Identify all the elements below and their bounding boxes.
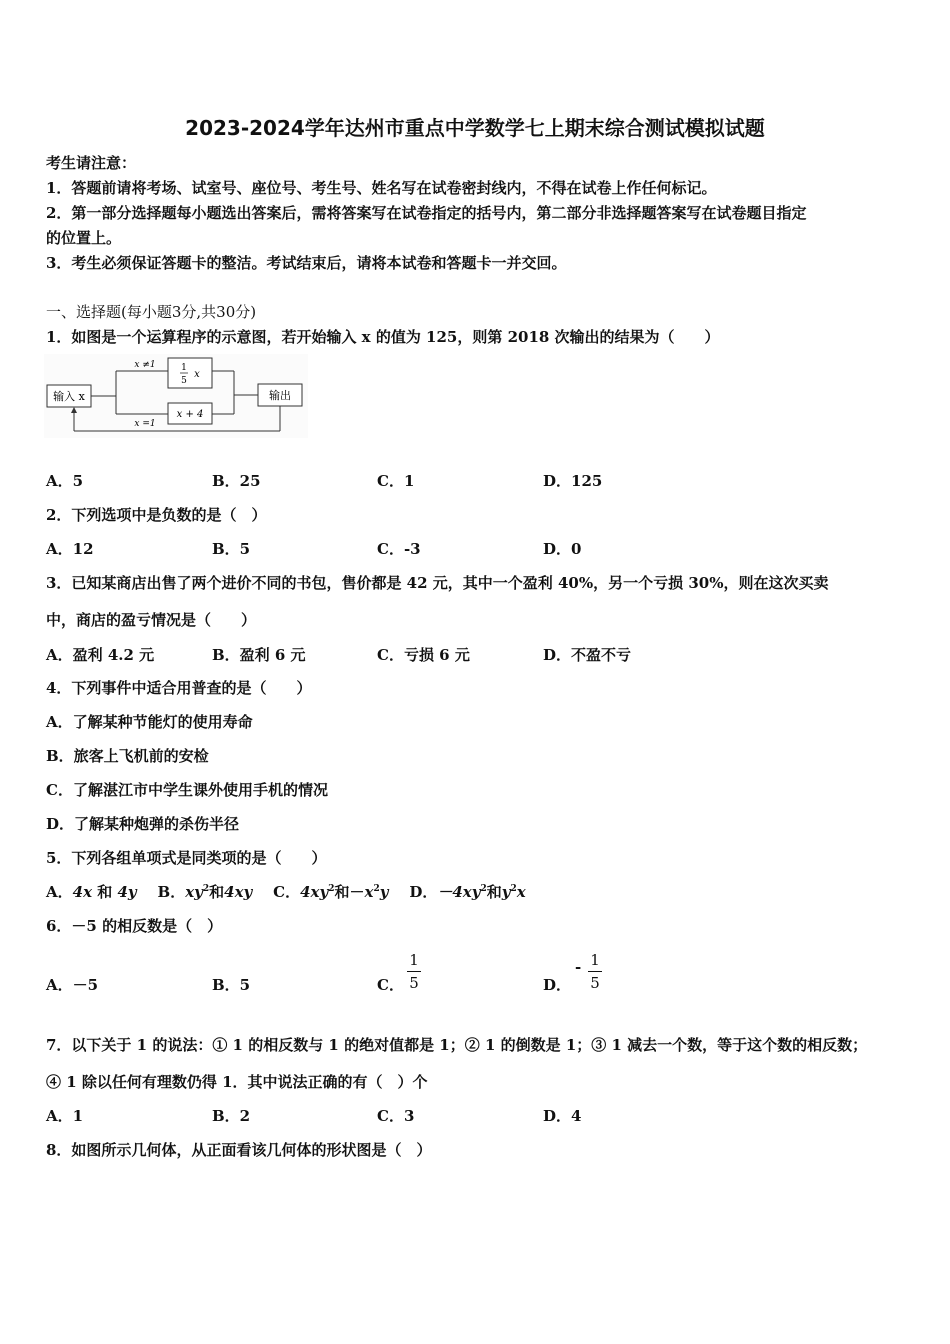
- notice-item-2: 2．第一部分选择题每小题选出答案后，需将答案写在试卷指定的括号内，第二部分非选择题答案写在试卷题目指定: [46, 204, 807, 222]
- question-5-stem: 5．下列各组单项式是同类项的是（ ）: [46, 849, 327, 867]
- q6-option-d[interactable]: D．: [543, 976, 572, 994]
- q7-option-b[interactable]: B．2: [212, 1107, 251, 1125]
- flowchart-output-label: 输出: [269, 389, 291, 402]
- flowchart-divide-box: [168, 358, 212, 388]
- q4-option-a[interactable]: A．了解某种节能灯的使用寿命: [46, 713, 253, 731]
- q2-option-d[interactable]: D．0: [543, 540, 582, 558]
- q4-option-c[interactable]: C．了解湛江市中学生课外使用手机的情况: [46, 781, 328, 799]
- q3-option-c[interactable]: C．亏损 6 元: [377, 646, 470, 664]
- notice-item-1: 1．答题前请将考场、试室号、座位号、考生号、姓名写在试卷密封线内，不得在试卷上作任何标记。: [46, 179, 717, 197]
- question-1-stem: 1．如图是一个运算程序的示意图，若开始输入 x 的值为 125，则第 2018 次输出的结果为（ ）: [46, 328, 720, 346]
- q5-option-b[interactable]: B．$xy^2$和4xy: [157, 883, 253, 901]
- flowchart-input-label: 输入 x: [53, 390, 85, 403]
- q1-option-c[interactable]: C．1: [377, 472, 415, 490]
- q6-option-b[interactable]: B．5: [212, 976, 251, 994]
- q1-option-b[interactable]: B．25: [212, 472, 261, 490]
- notice-item-2-cont: 的位置上。: [46, 229, 122, 247]
- question-8-stem: 8．如图所示几何体，从正面看该几何体的形状图是（ ）: [46, 1141, 432, 1159]
- notice-item-3: 3．考生必须保证答题卡的整洁。考试结束后，请将本试卷和答题卡一并交回。: [46, 254, 567, 272]
- flowchart-cond-bottom: x =1: [134, 419, 156, 429]
- q5-option-d[interactable]: D．$-4xy^2$和$y^2x$: [409, 883, 526, 901]
- svg-text:1: 1: [181, 363, 187, 373]
- page-title: 2023-2024学年达州市重点中学数学七上期末综合测试模拟试题: [185, 116, 765, 140]
- q6-option-c-fraction: 1 5: [407, 951, 421, 992]
- q7-option-c[interactable]: C．3: [377, 1107, 415, 1125]
- q1-option-d[interactable]: D．125: [543, 472, 603, 490]
- svg-text:x + 4: x + 4: [176, 409, 204, 420]
- q5-options-row: [46, 881, 526, 902]
- question-6-stem: 6．－5 的相反数是（ ）: [46, 917, 223, 935]
- question-7-stem-line1: 7．以下关于 1 的说法：① 1 的相反数与 1 的绝对值都是 1；② 1 的倒数是 1；③ 1 减去一个数，等于这个数的相反数；: [46, 1036, 868, 1054]
- q2-option-b[interactable]: B．5: [212, 540, 251, 558]
- question-7-stem-line2: ④ 1 除以任何有理数仍得 1．其中说法正确的有（ ）个: [46, 1073, 428, 1091]
- q6-option-c[interactable]: C．: [377, 976, 404, 994]
- q3-option-d[interactable]: D．不盈不亏: [543, 646, 632, 664]
- q7-option-a[interactable]: A．1: [46, 1107, 84, 1125]
- svg-text:x: x: [194, 369, 200, 380]
- q7-option-d[interactable]: D．4: [543, 1107, 582, 1125]
- flowchart-diagram: [44, 354, 308, 438]
- question-4-stem: 4．下列事件中适合用普查的是（ ）: [46, 679, 312, 697]
- question-2-stem: 2．下列选项中是负数的是（ ）: [46, 506, 267, 524]
- question-3-stem-line2: 中，商店的盈亏情况是（ ）: [46, 611, 257, 629]
- q2-option-a[interactable]: A．12: [46, 540, 94, 558]
- question-3-stem-line1: 3．已知某商店出售了两个进价不同的书包，售价都是 42 元，其中一个盈利 40%，另一个亏损 30%，则在这次买卖: [46, 574, 829, 592]
- q4-option-b[interactable]: B．旅客上飞机前的安检: [46, 747, 209, 765]
- q1-option-a[interactable]: A．5: [46, 472, 84, 490]
- q5-option-a[interactable]: A．4x 和 4y: [46, 883, 137, 901]
- flowchart-cond-top: x ≠1: [134, 360, 156, 370]
- q3-option-b[interactable]: B．盈利 6 元: [212, 646, 306, 664]
- q2-option-c[interactable]: C．-3: [377, 540, 421, 558]
- section-heading: 一、选择题(每小题3分,共30分): [46, 303, 257, 321]
- q5-option-c[interactable]: C．$4xy^2$和$-x^2y$: [273, 883, 389, 901]
- notice-heading: 考生请注意：: [46, 154, 137, 172]
- q6-option-d-sign: -: [575, 958, 582, 976]
- q6-option-d-fraction: 1 5: [588, 951, 602, 992]
- q6-option-a[interactable]: A．－5: [46, 976, 99, 994]
- q4-option-d[interactable]: D．了解某种炮弹的杀伤半径: [46, 815, 240, 833]
- svg-text:5: 5: [181, 376, 187, 386]
- q3-option-a[interactable]: A．盈利 4.2 元: [46, 646, 155, 664]
